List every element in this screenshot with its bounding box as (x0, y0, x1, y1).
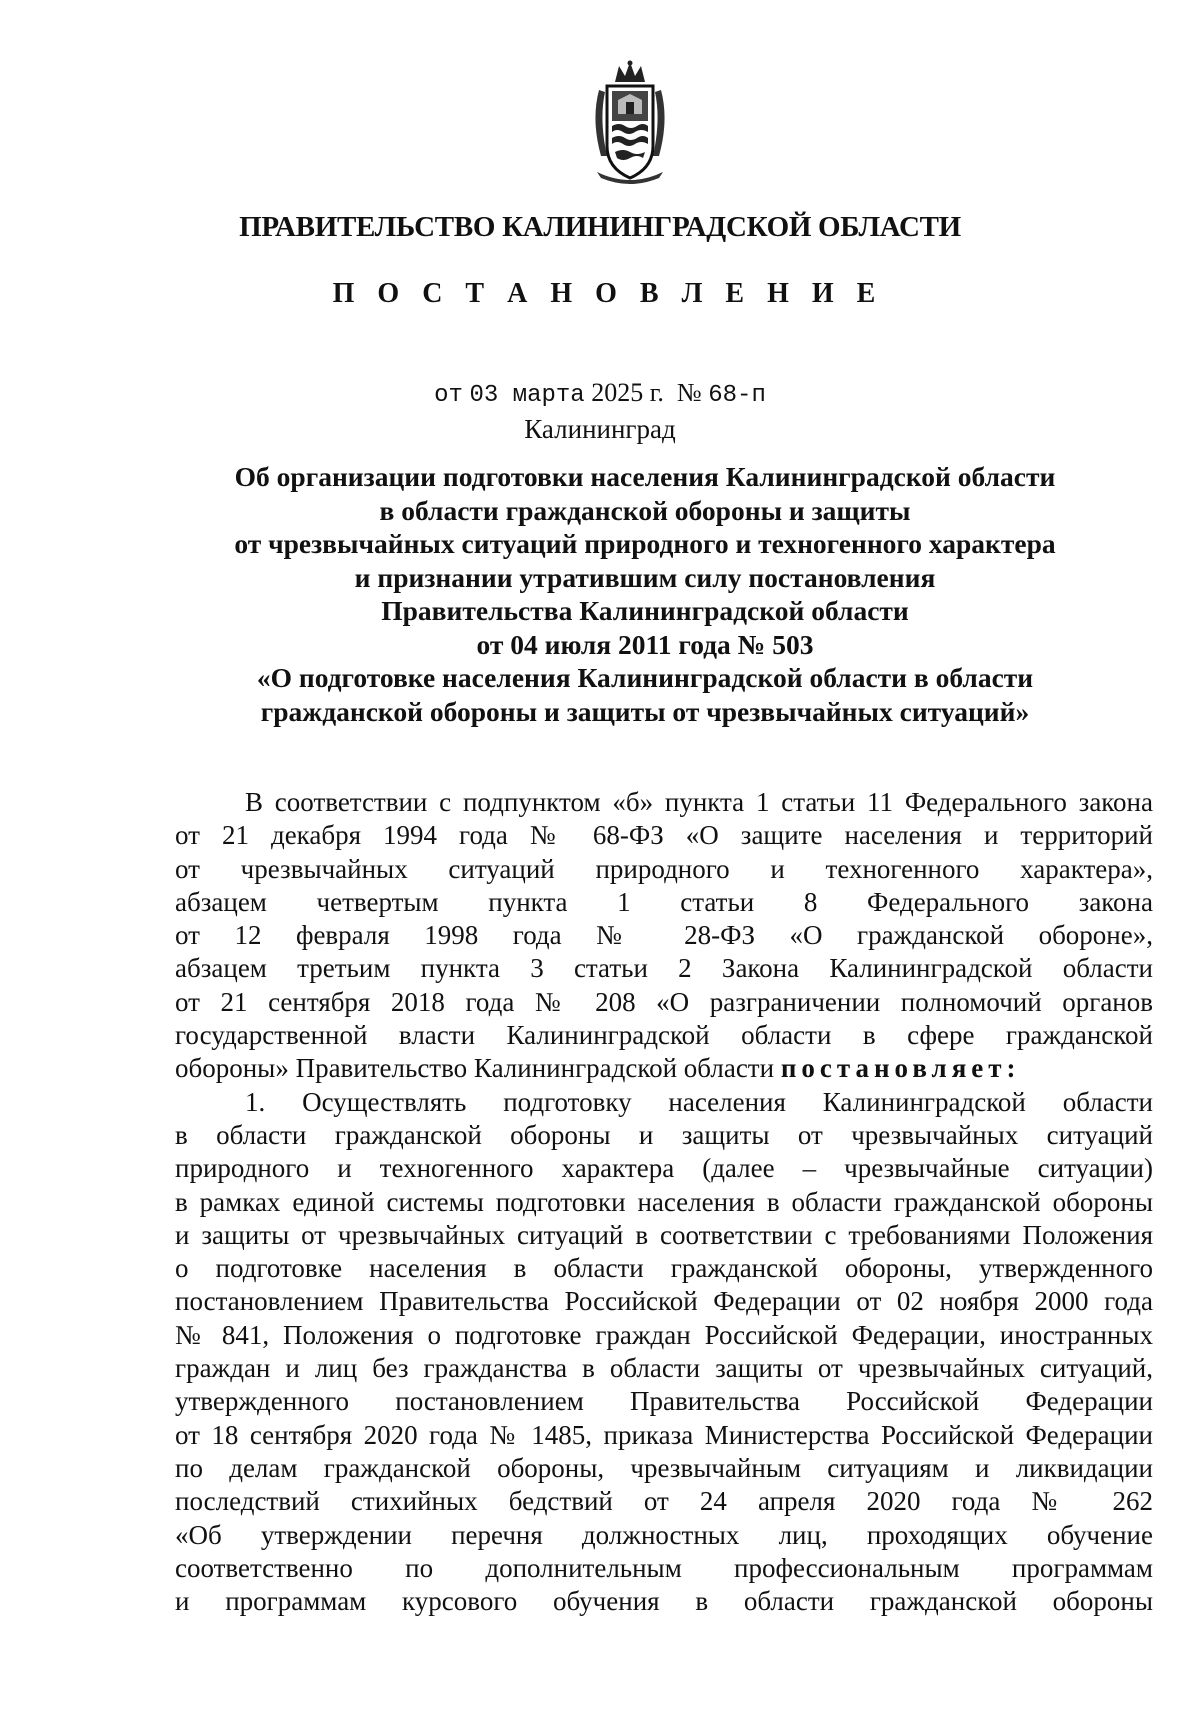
title-line: Правительства Калининградской области (381, 595, 909, 626)
document-number: 68-п (708, 382, 766, 409)
body-line: граждан и лиц без гражданства в области защиты от чрезвычайных ситуаций, (175, 1353, 1153, 1384)
document-body (175, 786, 1153, 1618)
item-1-paragraph (175, 1086, 1153, 1619)
date-value: 03 марта (469, 382, 585, 409)
body-line: абзацем третьим пункта 3 статьи 2 Закона Калининградской области (175, 953, 1153, 984)
body-line: В соответствии с подпунктом «б» пункта 1 статьи 11 Федерального закона (245, 787, 1153, 817)
body-line: утвержденного постановлением Правительства Российской Федерации (175, 1386, 1153, 1417)
title-line: и признании утратившим силу постановления (354, 561, 936, 593)
preamble-paragraph (175, 786, 1153, 1086)
body-line: соответственно по дополнительным профессиональным программам (175, 1552, 1153, 1583)
title-line: «О подготовке населения Калининградской области в области (256, 662, 1034, 693)
body-line: абзацем четвертым пункта 1 статьи 8 Федерального закона (175, 886, 1153, 917)
body-line: в области гражданской обороны и защиты от чрезвычайных ситуаций (175, 1119, 1153, 1150)
body-line: № 841, Положения о подготовке граждан Российской Федерации, иностранных (175, 1319, 1153, 1350)
title-line: Об организации подготовки населения Калининградской области (234, 461, 1056, 492)
body-line-text: обороны» Правительство Калининградской области (175, 1053, 775, 1084)
document-date-line (0, 378, 1200, 409)
document-title (195, 460, 1095, 728)
title-line: от чрезвычайных ситуаций природного и техногенного характера (234, 528, 1056, 559)
date-prefix: от (434, 382, 463, 409)
body-line: «Об утверждении перечня должностных лиц, проходящих обучение (175, 1519, 1153, 1550)
date-year: 2025 г. (591, 378, 664, 407)
body-line: и защиты от чрезвычайных ситуаций в соответствии с требованиями Положения (175, 1219, 1153, 1250)
body-line: от 12 февраля 1998 года № 28-ФЗ «О гражданской обороне», (175, 920, 1153, 951)
title-line: от 04 июля 2011 года № 503 (476, 628, 814, 660)
number-sign: № (676, 378, 702, 407)
document-type: П О С Т А Н О В Л Е Н И Е (332, 278, 884, 309)
title-line: в области гражданской обороны и защиты (379, 494, 911, 526)
body-line: от 21 сентября 2018 года № 208 «О разграничении полномочий органов (175, 986, 1153, 1017)
body-line: 1. Осуществлять подготовку населения Калининградской области (245, 1086, 1153, 1117)
body-line: от 18 сентября 2020 года № 1485, приказа Министерства Российской Федерации (175, 1419, 1153, 1450)
body-line: последствий стихийных бедствий от 24 апреля 2020 года № 262 (175, 1486, 1153, 1517)
resolves-word: постановляет: (780, 1053, 1021, 1084)
body-line: в рамках единой системы подготовки населения в области гражданской обороны (175, 1186, 1153, 1217)
body-line: по делам гражданской обороны, чрезвычайным ситуациям и ликвидации (175, 1452, 1153, 1483)
body-line: от чрезвычайных ситуаций природного и техногенного характера», (175, 853, 1153, 884)
body-line: и программам курсового обучения в области гражданской обороны (175, 1586, 1153, 1617)
coat-of-arms-icon (585, 60, 675, 188)
body-line: от 21 декабря 1994 года № 68-ФЗ «О защите населения и территорий (175, 820, 1153, 851)
body-line: природного и техногенного характера (далее – чрезвычайные ситуации) (175, 1153, 1153, 1184)
body-line: государственной власти Калининградской области в сфере гражданской (175, 1020, 1153, 1051)
body-line-final (175, 1052, 1153, 1085)
city-name: Калининград (524, 414, 676, 444)
government-name: ПРАВИТЕЛЬСТВО КАЛИНИНГРАДСКОЙ ОБЛАСТИ (239, 211, 961, 243)
title-line: гражданской обороны и защиты от чрезвычайных ситуаций» (260, 695, 1030, 727)
body-line: постановлением Правительства Российской Федерации от 02 ноября 2000 года (175, 1286, 1153, 1317)
body-line: о подготовке населения в области гражданской обороны, утвержденного (175, 1253, 1153, 1284)
